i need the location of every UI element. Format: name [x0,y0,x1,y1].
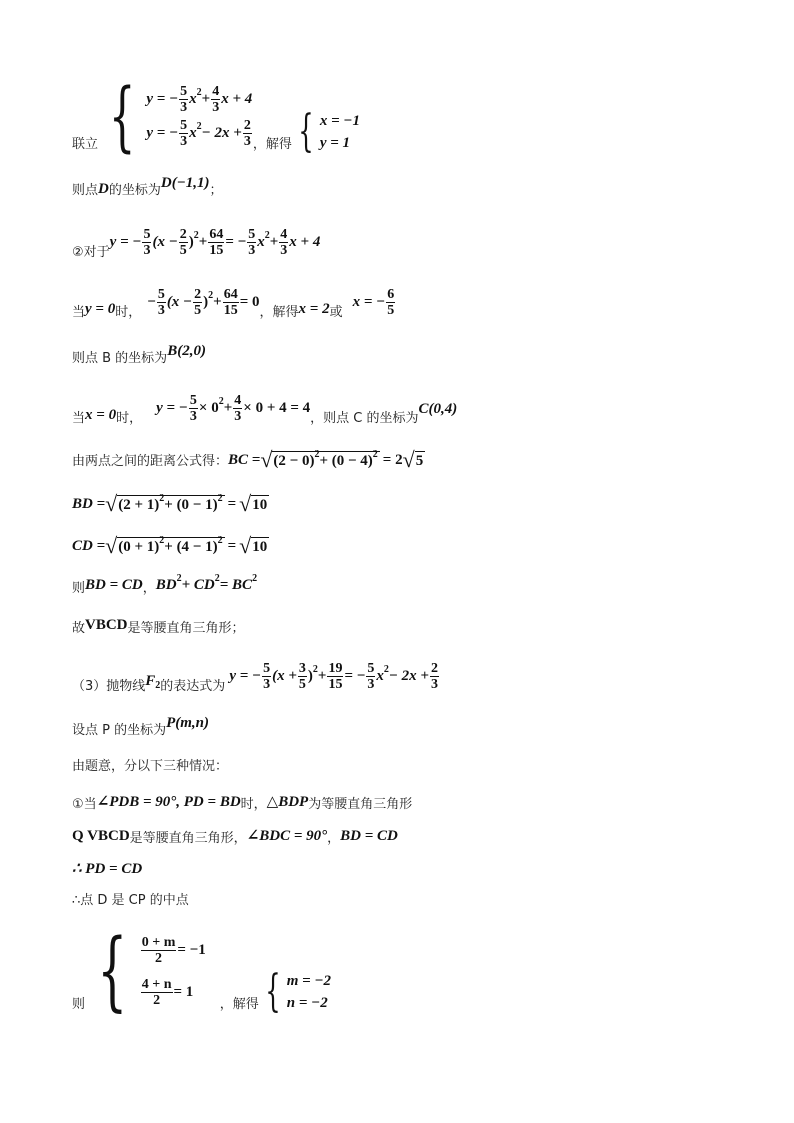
line-f2-expression: （3）抛物线 F 2 的表达式为 y = − $\frac{5}{3}$ (x + $\frac{3}{5}$ ) 2 + $\frac{19}{15}$ = − $\frac{5}{3}$ x 2 − 2x + $\frac{2}{3}$ [72,661,438,694]
line-x-zero: 当 x = 0 时， y = − $\frac{5}{3}$ × 0 2 + $\frac{4}{3}$ × 0 + 4 = 4 ，则点 C 的坐标为 C(0,4) [72,393,458,426]
line-point-p: 设点 P 的坐标为 P(m,n) [72,715,210,738]
equation-x-zero: y = − $\frac{5}{3}$ × 0 2 + $\frac{4}{3}$ × 0 + 4 = 4 [156,393,311,424]
coord-c: C(0,4) [418,401,458,417]
equation-1: y = − $\frac{5}{3}$ x 2 + $\frac{4}{3}$ x + 4 [146,83,253,115]
line-midpoint-system: 则 { $\frac{0 + m}{2}$ = −1 $\frac{4 + n}{2}$ = 1 ，解得 { m = −2 n = −2 [72,921,332,1021]
label-solve: ，解得 [252,137,292,152]
line-y-zero: 当 y = 0 时， − $\frac{5}{3}$ (x − $\frac{2}{5}$ ) 2 + $\frac{64}{15}$ = 0 ，解得 x = 2 或 x = − $\frac{6}{5}$ [72,287,395,320]
coord-p: P(m,n) [166,715,210,731]
system-equations [98,71,253,160]
midpoint-equations: { $\frac{0 + m}{2}$ = −1 $\frac{4 + n}{2}$ = 1 [97,921,206,1021]
line-bd-cd-relation: 则 BD = CD ， BD 2 + CD 2 = BC 2 [72,573,258,596]
equation-2: y = − $\frac{5}{3}$ x 2 − 2x + $\frac{2}{3}$ [146,117,251,149]
line-bc-distance: 由两点之间的距离公式得： BC = √ (2 − 0) 2 + (0 − 4) 2 = 2 √ 5 [72,447,424,472]
left-brace: { [108,71,136,160]
line-midpoint: ∴点 D 是 CP 的中点 [72,893,189,908]
line-isosceles-conclusion: 故 VBCD 是等腰直角三角形； [72,617,245,636]
coord-d: D(−1,1) [160,175,210,191]
bd-formula: BD = √ (2 + 1) 2 + (0 − 1) 2 = √ 10 [72,491,268,516]
line-point-d: 则点 D 的坐标为 D(−1,1) ； [72,175,223,198]
coord-b: B(2,0) [167,343,206,359]
line-system-1 [72,71,360,160]
line-because: Q VBCD 是等腰直角三角形， ∠BDC = 90° ， BD = CD [72,828,398,846]
line-cd-distance [72,528,269,556]
line-bd-distance [72,486,269,514]
bc-formula: BC = √ (2 − 0) 2 + (0 − 4) 2 = 2 √ 5 [228,447,424,472]
midpoint-solution: { m = −2 n = −2 [265,966,332,1017]
label-lianli: 联立 [72,137,99,152]
line-dui-yu: ②对于 y = − $\frac{5}{3}$ (x − $\frac{2}{5}$ ) 2 + $\frac{64}{15}$ = − $\frac{5}{3}$ x 2 + $\frac{4}{3}$ x + 4 [72,227,321,260]
cd-formula: CD = √ (0 + 1) 2 + (4 − 1) 2 = √ 10 [72,533,268,558]
equation-y-zero: − $\frac{5}{3}$ (x − $\frac{2}{5}$ ) 2 + $\frac{64}{15}$ = 0 [147,287,260,318]
f2-symbol: F 2 [145,673,161,691]
f2-equation: y = − $\frac{5}{3}$ (x + $\frac{3}{5}$ ) 2 + $\frac{19}{15}$ = − $\frac{5}{3}$ x 2 − 2x + $\frac{2}{3}$ [229,661,438,692]
line-three-cases: 由题意，分以下三种情况： [72,759,229,774]
vertex-form-equation: y = − $\frac{5}{3}$ (x − $\frac{2}{5}$ ) 2 + $\frac{64}{15}$ = − $\frac{5}{3}$ x 2 + $\frac{4}{3}$ x + 4 [109,227,321,258]
line-case-1: ①当 ∠PDB = 90°, PD = BD 时， △BDP 为等腰直角三角形 [72,794,413,812]
line-point-b: 则点 B 的坐标为 B(2,0) [72,343,206,366]
solution-system: { x = −1 y = 1 [298,106,360,157]
line-therefore-pd-cd: ∴ PD = CD [72,861,143,877]
